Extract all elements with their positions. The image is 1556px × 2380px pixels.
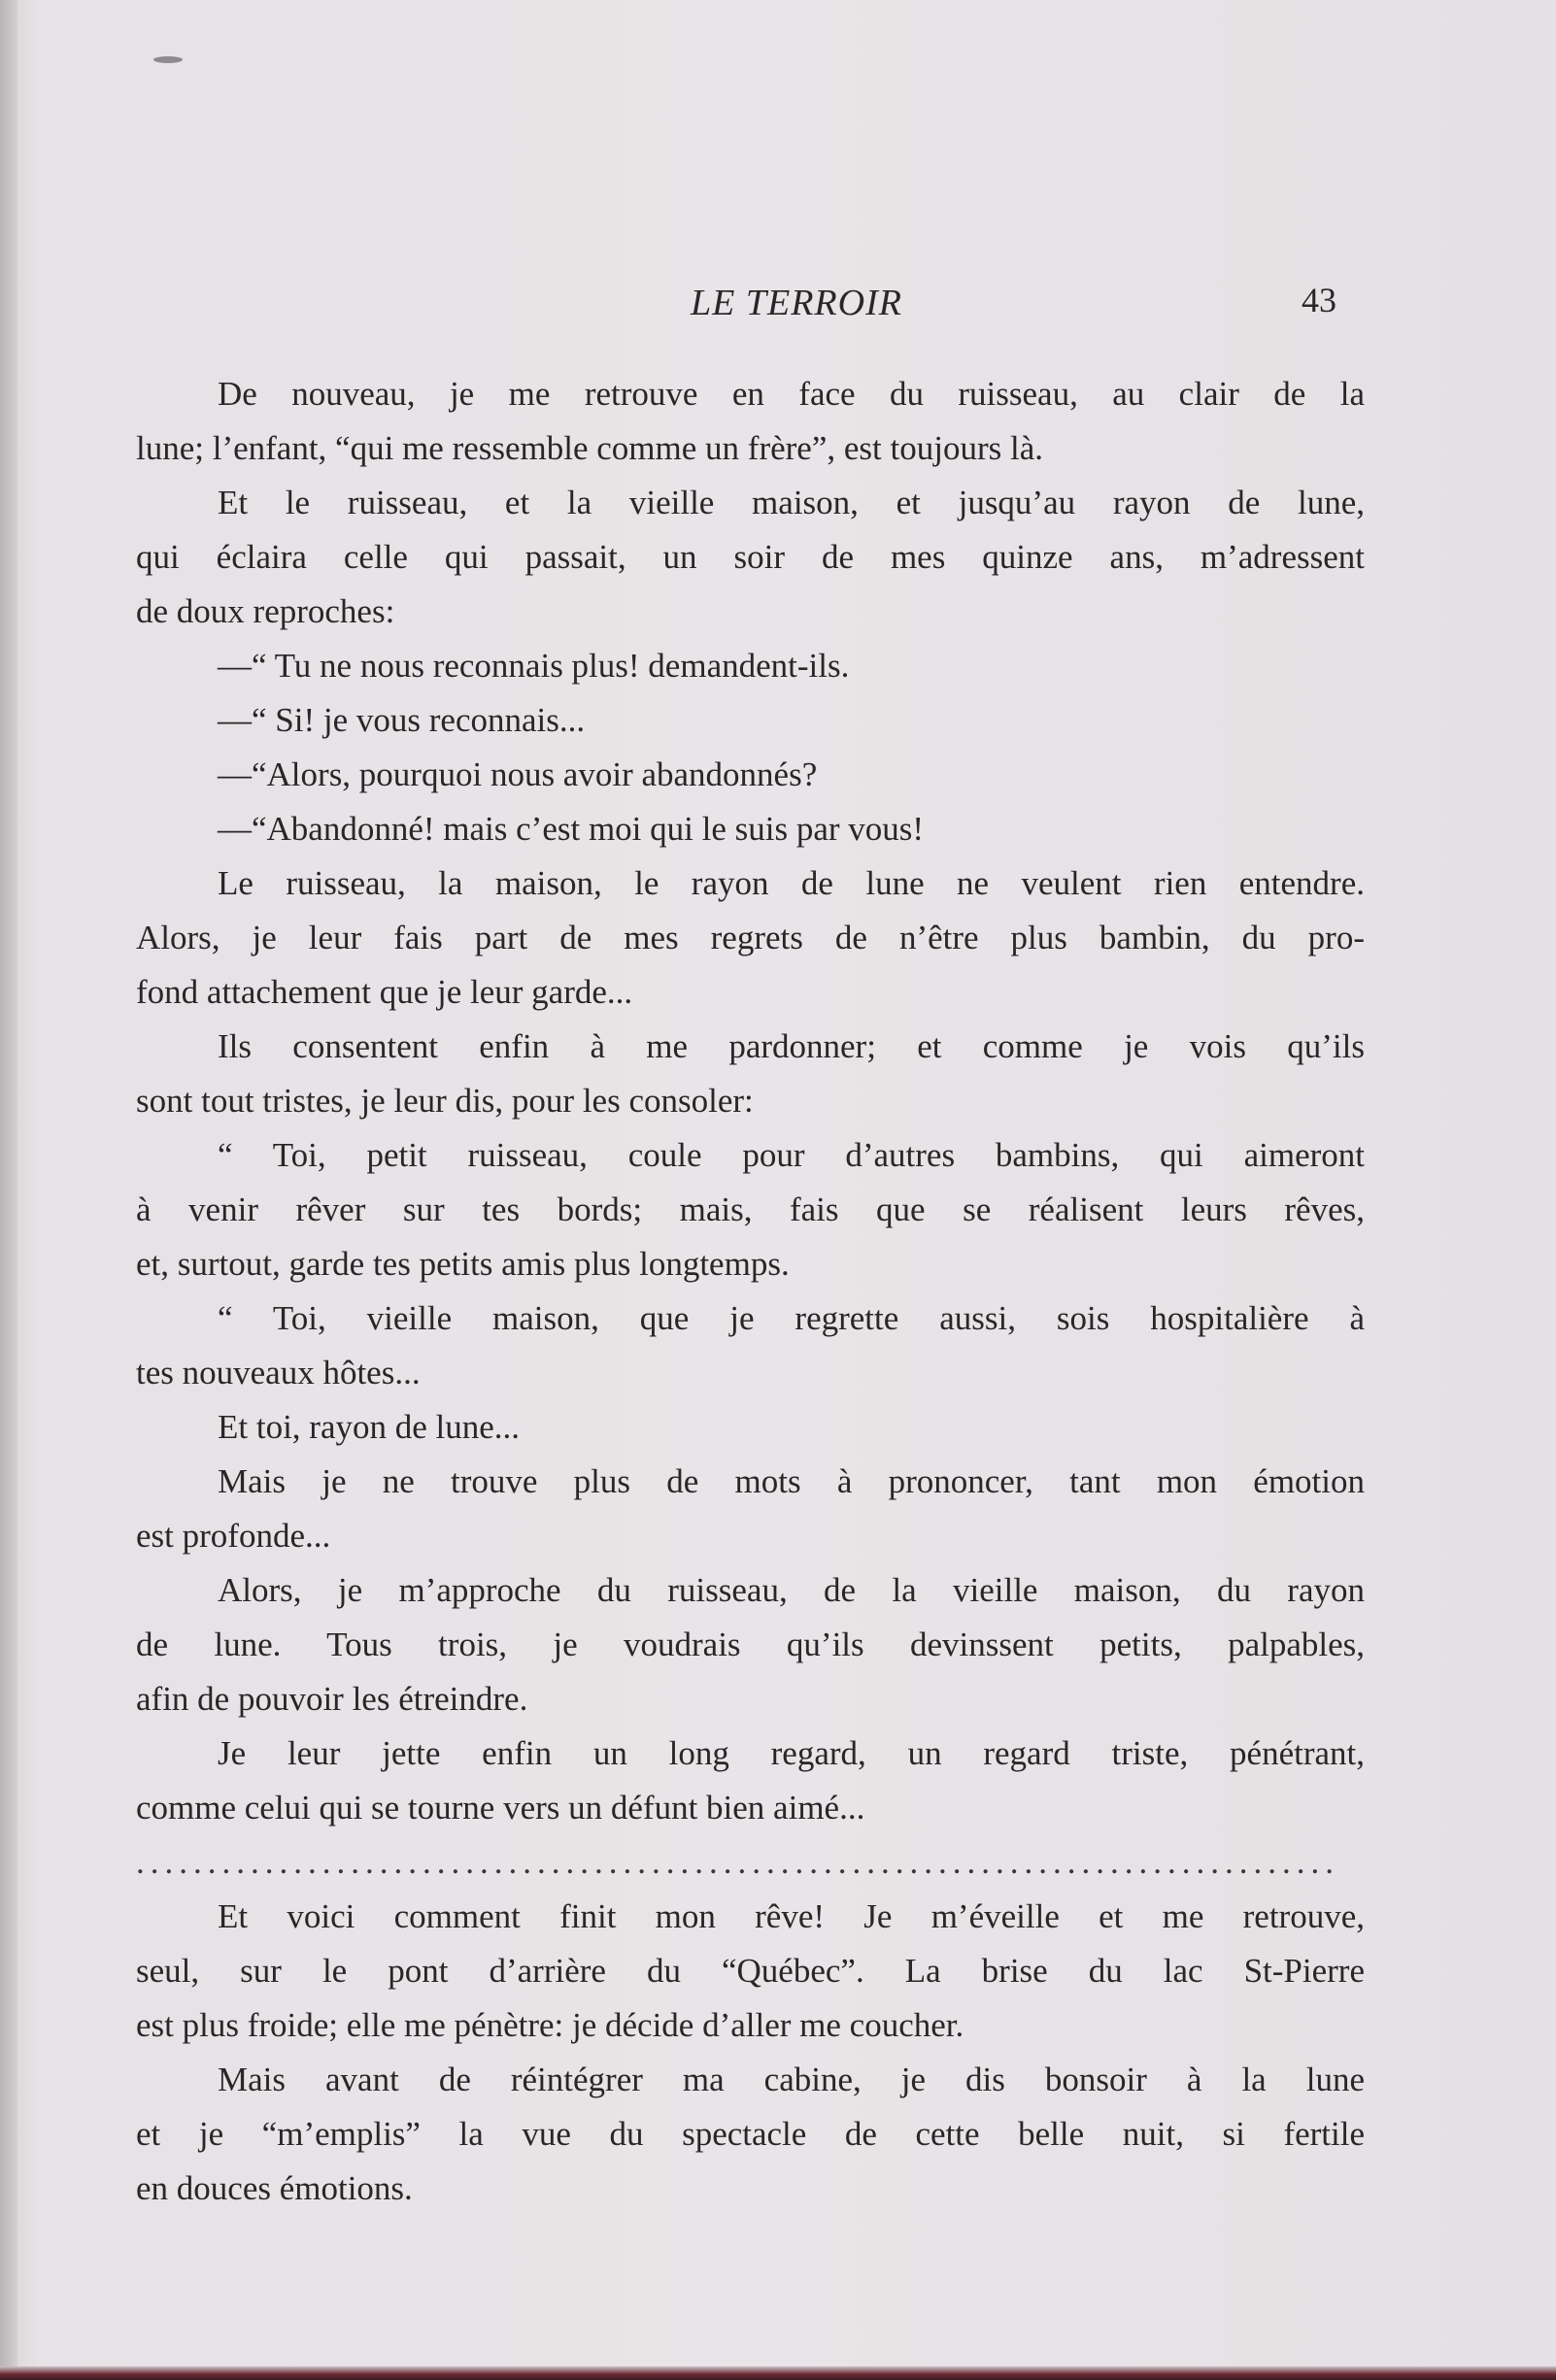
text-line: —“Abandonné! mais c’est moi qui le suis par vous!: [218, 810, 925, 848]
text-line: en douces émotions.: [136, 2169, 413, 2207]
text-line: Mais je ne trouve plus de mots à prononcer, tant mon émotion: [218, 1462, 1365, 1500]
text-line: —“Alors, pourquoi nous avoir abandonnés?: [218, 755, 818, 793]
text-line: et je “m’emplis” la vue du spectacle de cette belle nuit, si fertile: [136, 2115, 1365, 2153]
text-line: qui éclaira celle qui passait, un soir de mes quinze ans, m’adressent: [136, 538, 1365, 576]
text-line: Le ruisseau, la maison, le rayon de lune ne veulent rien entendre.: [218, 864, 1365, 902]
text-line: comme celui qui se tourne vers un défunt bien aimé...: [136, 1789, 865, 1827]
page-bottom-edge: [0, 2366, 1556, 2380]
text-line: seul, sur le pont d’arrière du “Québec”. La brise du lac St-Pierre: [136, 1952, 1365, 1990]
text-line: afin de pouvoir les étreindre.: [136, 1680, 528, 1718]
text-line: fond attachement que je leur garde...: [136, 973, 633, 1011]
text-line: Et voici comment finit mon rêve! Je m’éveille et me retrouve,: [218, 1897, 1365, 1935]
text-line: “ Toi, petit ruisseau, coule pour d’autres bambins, qui aimeront: [218, 1136, 1365, 1174]
text-line: Et le ruisseau, et la vieille maison, et jusqu’au rayon de lune,: [218, 484, 1365, 521]
text-line: de lune. Tous trois, je voudrais qu’ils devinssent petits, palpables,: [136, 1626, 1365, 1663]
text-line: —“ Si! je vous reconnais...: [218, 701, 586, 739]
page-number: 43: [1302, 281, 1336, 319]
ink-smudge: [153, 56, 183, 63]
text-line: Ils consentent enfin à me pardonner; et comme je vois qu’ils: [218, 1027, 1365, 1065]
text-line: Et toi, rayon de lune...: [218, 1408, 521, 1446]
text-line: est plus froide; elle me pénètre: je décide d’aller me coucher.: [136, 2006, 964, 2044]
text-line: à venir rêver sur tes bords; mais, fais que se réalisent leurs rêves,: [136, 1190, 1365, 1228]
text-line: de doux reproches:: [136, 592, 395, 630]
text-line: De nouveau, je me retrouve en face du ruisseau, au clair de la: [218, 375, 1365, 413]
dotted-separator: ....................................................................................: [136, 1843, 1339, 1881]
text-line: sont tout tristes, je leur dis, pour les consoler:: [136, 1082, 754, 1120]
text-line: lune; l’enfant, “qui me ressemble comme un frère”, est toujours là.: [136, 429, 1043, 467]
text-line: et, surtout, garde tes petits amis plus longtemps.: [136, 1245, 790, 1283]
text-line: Alors, je m’approche du ruisseau, de la vieille maison, du rayon: [218, 1571, 1365, 1609]
running-title: LE TERROIR: [691, 283, 902, 323]
text-line: Alors, je leur fais part de mes regrets de n’être plus bambin, du pro-: [136, 919, 1365, 956]
text-line: “ Toi, vieille maison, que je regrette aussi, sois hospitalière à: [218, 1299, 1365, 1337]
page-spine-shadow: [0, 0, 17, 2380]
body-text: [136, 367, 1365, 2216]
text-line: est profonde...: [136, 1517, 331, 1555]
text-line: —“ Tu ne nous reconnais plus! demandent-ils.: [218, 647, 850, 685]
text-line: Je leur jette enfin un long regard, un regard triste, pénétrant,: [218, 1734, 1365, 1772]
text-line: Mais avant de réintégrer ma cabine, je dis bonsoir à la lune: [218, 2061, 1365, 2098]
text-line: tes nouveaux hôtes...: [136, 1354, 421, 1391]
